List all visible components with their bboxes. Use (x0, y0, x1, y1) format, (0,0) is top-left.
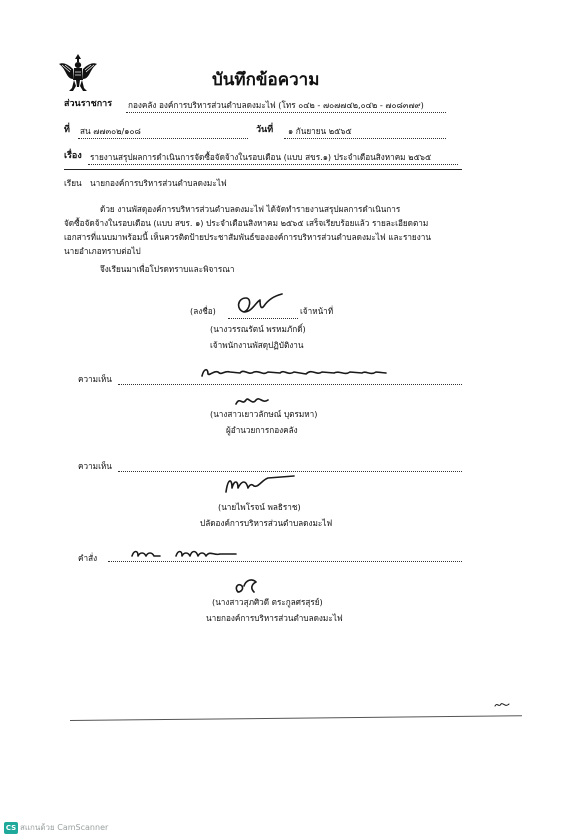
ref-value: สน ๗๗๓๐๒/๑๐๘ (80, 126, 141, 136)
department-label: ส่วนราชการ (64, 99, 113, 109)
order-label: คำสั่ง (78, 553, 98, 563)
camscanner-logo-icon: CS (5, 824, 17, 832)
sign3-position: ปลัดองค์การบริหารส่วนตำบลดงมะไฟ (200, 518, 333, 528)
body-line-3: เอกสารที่แนบมาพร้อมนี้ เห็นควรติดป้ายประชาสัมพันธ์ขององค์การบริหารส่วนตำบลดงมะไฟ และรายงาน (64, 232, 431, 242)
to-value: นายกองค์การบริหารส่วนตำบลดงมะไฟ (90, 178, 227, 188)
signature-2 (234, 394, 274, 408)
opinion1-dotline (118, 384, 462, 385)
ref-dotline (78, 138, 248, 139)
signature-1 (234, 292, 294, 318)
sign1-prefix: (ลงชื่อ) (190, 306, 216, 316)
body-line-2: จัดซื้อจัดจ้างในรอบเดือน (แบบ สขร. ๑) ประจำเดือนสิงหาคม ๒๕๖๕ เสร็จเรียบร้อยแล้ว รายละเอียดตาม (64, 218, 429, 228)
sign1-name: (นางวรรณรัตน์ พรหมภักดิ์) (210, 324, 306, 334)
sign2-position: ผู้อำนวยการกองคลัง (226, 425, 298, 435)
sign1-dotline (228, 318, 298, 319)
date-dotline (284, 138, 446, 139)
order-handwriting (130, 546, 240, 560)
sign1-position: เจ้าพนักงานพัสดุปฏิบัติงาน (210, 340, 304, 350)
department-dotline (126, 112, 446, 113)
subject-value: รายงานสรุปผลการดำเนินการจัดซื้อจัดจ้างในรอบเดือน (แบบ สขร.๑) ประจำเดือนสิงหาคม ๒๕๖๕ (90, 152, 432, 162)
body-closing: จึงเรียนมาเพื่อโปรดทราบและพิจารณา (100, 264, 235, 274)
sign4-name: (นางสาวสุภศิวดี ตระกูลศรสุรย์) (212, 597, 323, 607)
opinion2-label: ความเห็น (78, 461, 112, 471)
subject-label: เรื่อง (64, 151, 82, 161)
sign2-name: (นางสาวเยาวลักษณ์ บุตรมหา) (210, 409, 318, 419)
department-value: กองคลัง องค์การบริหารส่วนตำบลดงมะไฟ (โทร ๐๔๒ - ๗๐๗๗๔๒,๐๔๒ - ๗๐๘๓๗๙) (128, 100, 424, 110)
order-dotline (108, 561, 462, 562)
to-label: เรียน (64, 178, 82, 188)
signature-4 (232, 574, 262, 596)
bottom-line (70, 715, 522, 721)
opinion1-handwriting (200, 364, 390, 380)
ref-label: ที่ (64, 125, 70, 135)
header-divider (64, 169, 462, 170)
sign1-suffix: เจ้าหน้าที่ (300, 306, 334, 316)
page-mark (493, 700, 513, 710)
signature-3 (222, 470, 302, 498)
date-value: ๑ กันยายน ๒๕๖๕ (288, 126, 352, 136)
date-label: วันที่ (256, 125, 274, 135)
memo-title: บันทึกข้อความ (212, 70, 320, 90)
sign4-position: นายกองค์การบริหารส่วนตำบลดงมะไฟ (206, 613, 343, 623)
body-line-4: นายอำเภอทราบต่อไป (64, 246, 141, 256)
garuda-emblem-icon (58, 50, 98, 94)
sign3-name: (นายไพโรจน์ พลธิราช) (218, 502, 301, 512)
camscanner-text: สแกนด้วย CamScanner (20, 823, 109, 832)
subject-dotline (88, 164, 458, 165)
body-line-1: ด้วย งานพัสดุองค์การบริหารส่วนตำบลดงมะไฟ ได้จัดทำรายงานสรุปผลการดำเนินการ (100, 204, 401, 214)
opinion1-label: ความเห็น (78, 374, 112, 384)
